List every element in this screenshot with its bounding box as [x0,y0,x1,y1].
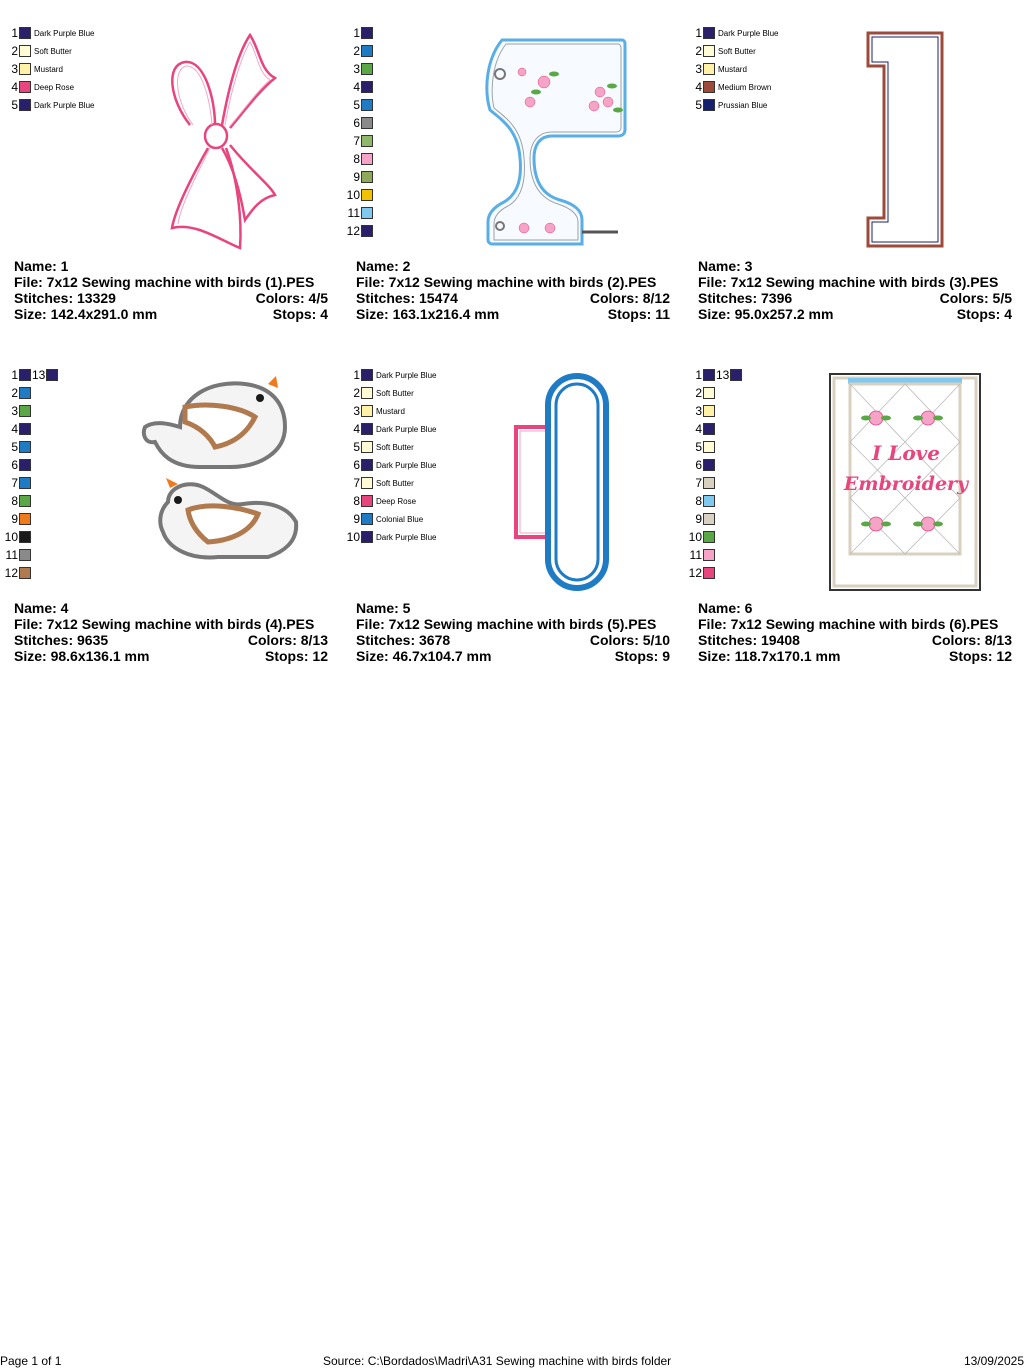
legend-row [342,386,414,400]
legend-row [342,512,423,526]
design-size: Size: 98.6x136.1 mm [14,648,150,664]
color-swatch [361,495,373,507]
legend-row [0,404,31,418]
color-swatch [361,45,373,57]
legend-row [0,44,72,58]
design-info [14,258,328,322]
design-info [698,600,1012,664]
legend-row [684,386,715,400]
legend-number: 1 [353,368,360,382]
color-swatch [361,513,373,525]
design-colors: Colors: 4/5 [255,290,328,306]
legend-row [0,458,31,472]
legend-row [0,62,63,76]
design-stitches: Stitches: 13329 [14,290,116,306]
design-cell-5 [342,342,672,662]
legend-row [342,458,436,472]
color-swatch [361,477,373,489]
design-file: File: 7x12 Sewing machine with birds (3).PES [698,274,999,290]
color-swatch [703,63,715,75]
thread-name: Dark Purple Blue [718,28,779,38]
color-swatch [19,549,31,561]
legend-number: 6 [353,116,360,130]
thread-name: Soft Butter [376,388,414,398]
legend-row [0,386,31,400]
design-stitches: Stitches: 7396 [698,290,793,306]
legend-number: 10 [4,530,18,544]
design-stitches: Stitches: 19408 [698,632,800,648]
sewing-machine-design-image [482,30,627,250]
thread-name: Soft Butter [718,46,756,56]
i-love-embroidery-design-image [828,372,982,592]
bow-design-image [160,30,285,250]
color-swatch [19,567,31,579]
legend-row [0,476,31,490]
legend-number: 5 [353,440,360,454]
design-name: Name: 1 [14,258,69,274]
legend-row [342,170,373,184]
legend-row [0,530,31,544]
design-cell-6 [684,342,1014,662]
design-stitches: Stitches: 9635 [14,632,109,648]
legend-number: 2 [695,386,702,400]
legend-number: 7 [11,476,18,490]
page-number: Page 1 of 1 [0,1354,62,1368]
legend-number: 9 [695,512,702,526]
legend-number: 3 [11,404,18,418]
design-info [698,258,1012,322]
legend-number: 11 [689,548,702,562]
legend-number: 1 [11,368,18,382]
legend-number: 4 [11,422,18,436]
legend-row [0,512,31,526]
loop-tab-design-image [512,372,612,592]
color-swatch [703,405,715,417]
legend-number: 7 [353,134,360,148]
design-colors: Colors: 5/5 [939,290,1012,306]
color-swatch [703,423,715,435]
legend-row [0,548,31,562]
legend-row [342,44,373,58]
legend-row [684,566,715,580]
legend-number: 3 [353,404,360,418]
legend-row [342,188,373,202]
legend-number: 2 [695,44,702,58]
design-cell-2 [342,0,672,320]
design-file: File: 7x12 Sewing machine with birds (4).PES [14,616,315,632]
legend-row [0,26,94,40]
color-swatch [19,81,31,93]
color-swatch [361,153,373,165]
legend-row [0,98,94,112]
legend-number: 4 [695,422,702,436]
legend-row [342,116,373,130]
legend-number: 9 [353,512,360,526]
color-swatch [361,135,373,147]
legend-row [342,440,414,454]
legend-row [684,80,771,94]
legend-number: 7 [695,476,702,490]
color-swatch [19,369,31,381]
legend-number: 2 [353,386,360,400]
legend-row [684,494,715,508]
legend-row [684,26,778,40]
color-swatch [19,45,31,57]
design-name: Name: 4 [14,600,69,616]
thread-name: Dark Purple Blue [34,100,95,110]
color-swatch [361,441,373,453]
legend-row [0,566,31,580]
legend-number: 1 [695,368,702,382]
color-swatch [361,27,373,39]
color-swatch [361,405,373,417]
thread-name: Mustard [376,406,405,416]
color-swatch [703,567,715,579]
legend-number: 10 [346,530,360,544]
color-swatch [361,387,373,399]
color-swatch [703,531,715,543]
thread-name: Mustard [34,64,63,74]
legend-number: 5 [695,98,702,112]
legend-number: 1 [353,26,360,40]
color-swatch [361,531,373,543]
legend-row [342,98,373,112]
thread-name: Soft Butter [376,442,414,452]
legend-number: 12 [4,566,18,580]
legend-row [342,62,373,76]
legend-row [342,494,416,508]
thread-name: Dark Purple Blue [34,28,95,38]
legend-number: 11 [5,548,18,562]
legend-row [684,512,715,526]
legend-number: 1 [11,26,18,40]
color-swatch [19,477,31,489]
legend-number: 2 [353,44,360,58]
bracket-design-image [862,30,946,250]
legend-row [342,368,436,382]
design-stops: Stops: 12 [264,648,328,664]
legend-number: 8 [695,494,702,508]
design-name: Name: 5 [356,600,411,616]
design-size: Size: 46.7x104.7 mm [356,648,492,664]
color-swatch [703,27,715,39]
legend-row [684,476,715,490]
color-swatch [19,387,31,399]
legend-number: 9 [353,170,360,184]
design-size: Size: 163.1x216.4 mm [356,306,500,322]
legend-row [0,80,74,94]
legend-number: 6 [11,458,18,472]
legend-row [684,62,747,76]
legend-row [684,530,715,544]
design-size: Size: 95.0x257.2 mm [698,306,834,322]
color-swatch [361,117,373,129]
thread-name: Dark Purple Blue [376,532,437,542]
color-swatch [19,495,31,507]
color-swatch [19,441,31,453]
legend-number: 13 [32,368,46,382]
design-info [356,258,670,322]
color-swatch [46,369,58,381]
design-file: File: 7x12 Sewing machine with birds (2).PES [356,274,657,290]
design-stops: Stops: 11 [607,306,670,322]
design-size: Size: 118.7x170.1 mm [698,648,841,664]
legend-number: 8 [353,494,360,508]
color-swatch [19,531,31,543]
legend-number: 3 [11,62,18,76]
legend-number: 3 [695,404,702,418]
legend-number: 4 [353,422,360,436]
color-swatch [19,405,31,417]
legend-row [342,422,436,436]
thread-name: Soft Butter [34,46,72,56]
embroidery-text-line-2: Embroidery [843,473,969,495]
design-cell-4 [0,342,330,662]
design-colors: Colors: 5/10 [589,632,670,648]
legend-number: 2 [11,386,18,400]
legend-number: 10 [688,530,702,544]
legend-number: 6 [695,458,702,472]
design-info [14,600,328,664]
legend-number: 12 [346,224,360,238]
color-swatch [361,171,373,183]
color-swatch [703,45,715,57]
design-cell-1 [0,0,330,320]
design-info [356,600,670,664]
legend-row [684,422,715,436]
color-swatch [703,513,715,525]
legend-row [342,476,414,490]
thread-name: Dark Purple Blue [376,424,437,434]
color-swatch [703,99,715,111]
design-file: File: 7x12 Sewing machine with birds (1).PES [14,274,315,290]
legend-number: 4 [353,80,360,94]
legend-number: 8 [353,152,360,166]
design-stops: Stops: 9 [614,648,670,664]
legend-number: 5 [695,440,702,454]
color-swatch [361,459,373,471]
color-swatch [361,225,373,237]
legend-number: 5 [11,98,18,112]
color-swatch [703,477,715,489]
legend-row [342,152,373,166]
thread-name: Deep Rose [34,82,75,92]
legend-row [342,26,373,40]
design-colors: Colors: 8/13 [931,632,1012,648]
color-swatch [703,495,715,507]
legend-number: 3 [353,62,360,76]
design-colors: Colors: 8/13 [247,632,328,648]
legend-number: 7 [353,476,360,490]
legend-number: 3 [695,62,702,76]
design-file: File: 7x12 Sewing machine with birds (6).PES [698,616,999,632]
color-swatch [361,189,373,201]
legend-number: 8 [11,494,18,508]
source-path: Source: C:\Bordados\Madri\A31 Sewing machine with birds folder [323,1354,672,1368]
legend-number: 10 [346,188,360,202]
design-name: Name: 6 [698,600,753,616]
design-stops: Stops: 4 [272,306,328,322]
color-swatch [703,459,715,471]
legend-row [684,98,767,112]
thread-name: Colonial Blue [376,514,424,524]
color-swatch [19,423,31,435]
design-stops: Stops: 4 [956,306,1012,322]
color-swatch [361,369,373,381]
legend-row [684,548,715,562]
design-colors: Colors: 8/12 [589,290,670,306]
legend-row [684,440,715,454]
color-swatch [703,441,715,453]
thread-name: Mustard [718,64,747,74]
color-swatch [361,99,373,111]
legend-row [0,368,58,382]
color-swatch [19,513,31,525]
design-name: Name: 3 [698,258,753,274]
color-swatch [730,369,742,381]
design-stitches: Stitches: 3678 [356,632,451,648]
legend-row [342,530,436,544]
color-swatch [703,387,715,399]
design-stops: Stops: 12 [948,648,1012,664]
legend-row [342,206,373,220]
legend-number: 5 [353,98,360,112]
print-date: 13/09/2025 [963,1354,1024,1368]
legend-row [684,404,715,418]
color-swatch [19,63,31,75]
legend-number: 11 [347,206,360,220]
design-cell-3 [684,0,1014,320]
thread-name: Prussian Blue [718,100,768,110]
design-size: Size: 142.4x291.0 mm [14,306,158,322]
legend-number: 2 [11,44,18,58]
color-swatch [19,27,31,39]
thread-name: Deep Rose [376,496,417,506]
design-stitches: Stitches: 15474 [356,290,458,306]
legend-row [0,440,31,454]
legend-row [342,404,405,418]
design-file: File: 7x12 Sewing machine with birds (5).PES [356,616,657,632]
legend-row [0,422,31,436]
design-name: Name: 2 [356,258,411,274]
legend-number: 5 [11,440,18,454]
birds-design-image [140,372,305,597]
legend-number: 1 [695,26,702,40]
color-swatch [703,549,715,561]
legend-row [684,44,756,58]
color-swatch [361,423,373,435]
legend-number: 4 [11,80,18,94]
color-swatch [361,207,373,219]
color-swatch [19,459,31,471]
legend-row [0,494,31,508]
legend-row [342,80,373,94]
legend-row [342,224,373,238]
legend-number: 6 [353,458,360,472]
legend-number: 12 [688,566,702,580]
thread-name: Dark Purple Blue [376,460,437,470]
color-swatch [361,81,373,93]
legend-number: 9 [11,512,18,526]
thread-name: Dark Purple Blue [376,370,437,380]
legend-row [684,458,715,472]
embroidery-text-line-1: I Love [871,441,941,465]
legend-row [342,134,373,148]
color-swatch [19,99,31,111]
thread-name: Soft Butter [376,478,414,488]
legend-row [684,368,742,382]
color-swatch [361,63,373,75]
color-swatch [703,369,715,381]
thread-name: Medium Brown [718,82,772,92]
color-swatch [703,81,715,93]
legend-number: 13 [716,368,730,382]
legend-number: 4 [695,80,702,94]
